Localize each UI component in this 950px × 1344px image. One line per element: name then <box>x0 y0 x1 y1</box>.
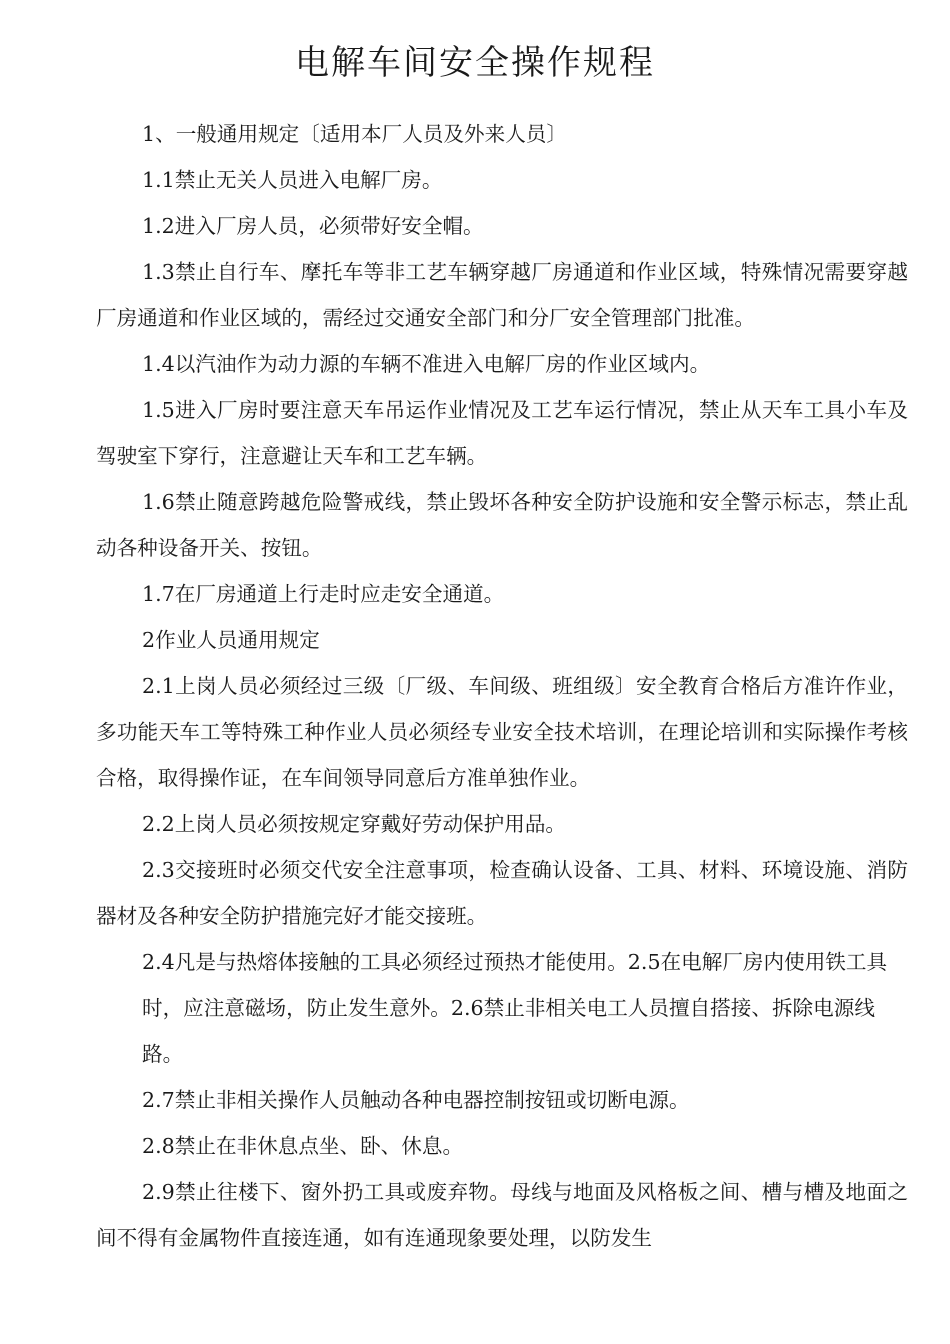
paragraph-2-2: 2.2上岗人员必须按规定穿戴好劳动保护用品。 <box>142 812 567 836</box>
paragraph-1-3: 1.3禁止自行车、摩托车等非工艺车辆穿越厂房通道和作业区域，特殊情况需要穿越厂房通道和作业区域的，需经过交通安全部门和分厂安全管理部门批准。 <box>96 260 908 330</box>
paragraph-2-1: 2.1上岗人员必须经过三级〔厂级、车间级、班组级〕安全教育合格后方准许作业，多功能天车工等特殊工种作业人员必须经专业安全技术培训，在理论培训和实际操作考核合格，取得操作证，在车间领导同意后方准单独作业。 <box>96 674 908 790</box>
paragraph-1-6: 1.6禁止随意跨越危险警戒线，禁止毁坏各种安全防护设施和安全警示标志，禁止乱动各种设备开关、按钮。 <box>96 490 908 560</box>
paragraph-2: 2作业人员通用规定 <box>142 628 320 652</box>
paragraph-1: 1、一般通用规定〔适用本厂人员及外来人员〕 <box>142 122 567 146</box>
paragraph-2-8: 2.8禁止在非休息点坐、卧、休息。 <box>142 1134 464 1158</box>
paragraph-1-5: 1.5进入厂房时要注意天车吊运作业情况及工艺车运行情况，禁止从天车工具小车及驾驶室下穿行，注意避让天车和工艺车辆。 <box>96 398 908 468</box>
paragraph-2-4-to-2-6: 2.4凡是与热熔体接触的工具必须经过预热才能使用。2.5在电解厂房内使用铁工具时，应注意磁场，防止发生意外。2.6禁止非相关电工人员擅自搭接、拆除电源线路。 <box>142 950 888 1066</box>
document-title: 电解车间安全操作规程 <box>295 43 655 83</box>
paragraph-2-7: 2.7禁止非相关操作人员触动各种电器控制按钮或切断电源。 <box>142 1088 690 1112</box>
document-body <box>96 111 908 1261</box>
paragraph-1-2: 1.2进入厂房人员，必须带好安全帽。 <box>142 214 484 238</box>
paragraph-2-9: 2.9禁止往楼下、窗外扔工具或废弃物。母线与地面及风格板之间、槽与槽及地面之间不得有金属物件直接连通，如有连通现象要处理，以防发生 <box>96 1180 908 1250</box>
paragraph-2-3: 2.3交接班时必须交代安全注意事项，检查确认设备、工具、材料、环境设施、消防器材及各种安全防护措施完好才能交接班。 <box>96 858 908 928</box>
paragraph-1-4: 1.4以汽油作为动力源的车辆不准进入电解厂房的作业区域内。 <box>142 352 711 376</box>
paragraph-1-1: 1.1禁止无关人员进入电解厂房。 <box>142 168 443 192</box>
paragraph-1-7: 1.7在厂房通道上行走时应走安全通道。 <box>142 582 505 606</box>
